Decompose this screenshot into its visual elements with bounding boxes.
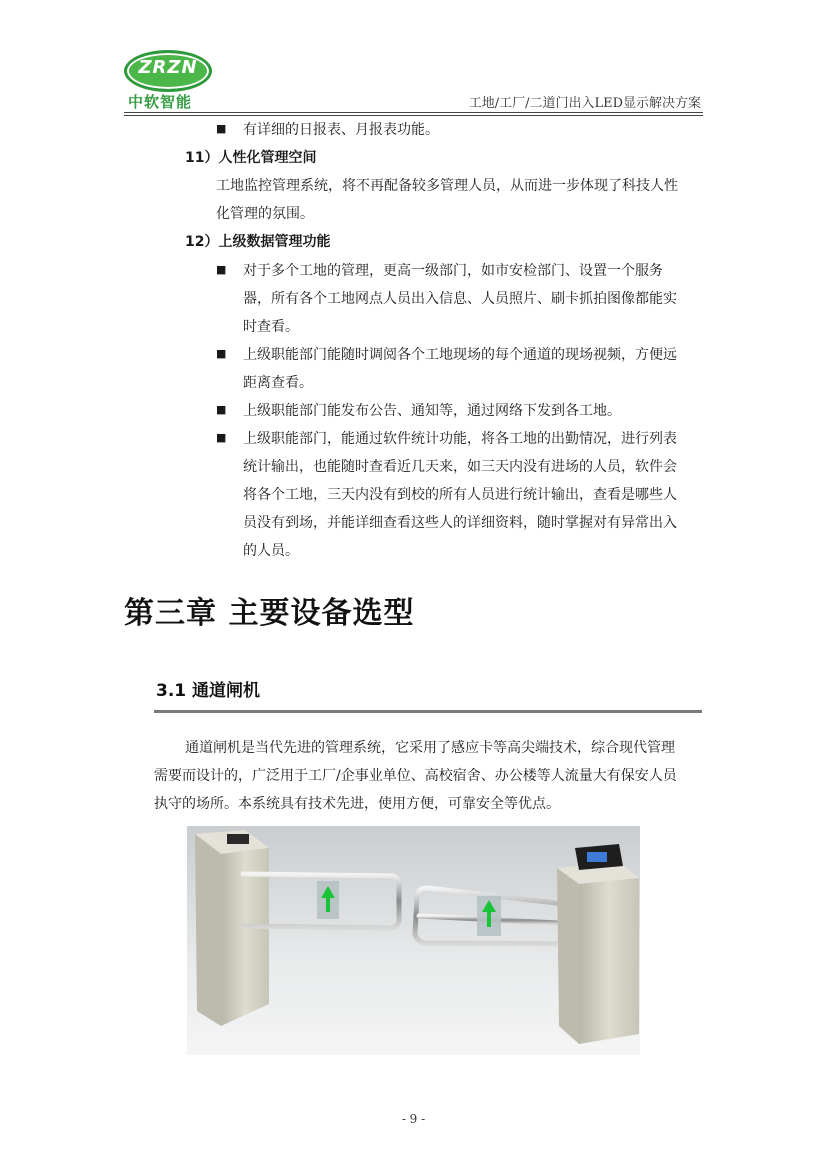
bullet-marker: ■ [216, 403, 227, 416]
logo-company-name: 中软智能 [128, 93, 193, 111]
bullet-marker: ■ [216, 122, 227, 135]
right-gate-cabinet [557, 844, 639, 1044]
company-logo [124, 50, 210, 112]
item-12-bullet-4-line-2: 统计输出，也能随时查看近几天来，如三天内没有进场的人员，软件会 [243, 459, 677, 475]
item-12-bullet-2-line-1: 上级职能部门能随时调阅各个工地现场的每个通道的现场视频，方便远 [243, 347, 677, 363]
bullet-marker: ■ [216, 263, 227, 276]
item-12-bullet-1-line-1: 对于多个工地的管理，更高一级部门，如市安检部门、设置一个服务 [243, 263, 663, 279]
item-12-bullet-1-line-3: 时查看。 [243, 319, 299, 335]
item-12-bullet-2-line-2: 距离查看。 [243, 375, 313, 391]
item-12-bullet-4-line-5: 的人员。 [243, 543, 299, 559]
chapter-title: 第三章 主要设备选型 [124, 596, 415, 631]
card-reader-display [587, 852, 607, 862]
item-12-bullet-4-line-1: 上级职能部门，能通过软件统计功能，将各工地的出勤情况，进行列表 [243, 431, 677, 447]
header-divider [124, 112, 703, 113]
bullet-marker: ■ [216, 347, 227, 360]
logo-mark: ZRZN [138, 57, 198, 78]
bullet-marker: ■ [216, 431, 227, 444]
item-11-line-1: 工地监控管理系统，将不再配备较多管理人员，从而进一步体现了科技人性 [216, 178, 678, 194]
item-12-bullet-4-line-3: 将各个工地，三天内没有到校的所有人员进行统计输出，查看是哪些人 [243, 487, 677, 503]
swing-gate-turnstile-image [187, 826, 640, 1055]
section-title: 3.1 通道闸机 [156, 681, 261, 701]
paragraph-line-3: 执守的场所。本系统具有技术先进，使用方便，可靠安全等优点。 [154, 796, 560, 812]
paragraph-line-1: 通道闸机是当代先进的管理系统，它采用了感应卡等高尖端技术，综合现代管理 [185, 740, 675, 756]
section-divider [154, 710, 702, 713]
item-12-bullet-4-line-4: 员没有到场，并能详细查看这些人的详细资料，随时掌握对有异常出入 [243, 515, 677, 531]
header-doc-title: 工地/工厂/二道门出入LED显示解决方案 [468, 96, 701, 111]
item-12-heading: 12）上级数据管理功能 [185, 234, 331, 250]
page-number: - 9 - [401, 1112, 426, 1126]
top-bullet-text: 有详细的日报表、月报表功能。 [243, 122, 439, 138]
item-11-line-2: 化管理的氛围。 [216, 206, 314, 222]
item-12-bullet-3-line-1: 上级职能部门能发布公告、通知等，通过网络下发到各工地。 [243, 403, 621, 419]
item-11-heading: 11）人性化管理空间 [185, 150, 317, 166]
item-12-bullet-1-line-2: 器，所有各个工地网点人员出入信息、人员照片、刷卡抓拍图像都能实 [243, 291, 677, 307]
paragraph-line-2: 需要而设计的，广泛用于工厂/企事业单位、高校宿舍、办公楼等人流量大有保安人员 [154, 768, 677, 784]
